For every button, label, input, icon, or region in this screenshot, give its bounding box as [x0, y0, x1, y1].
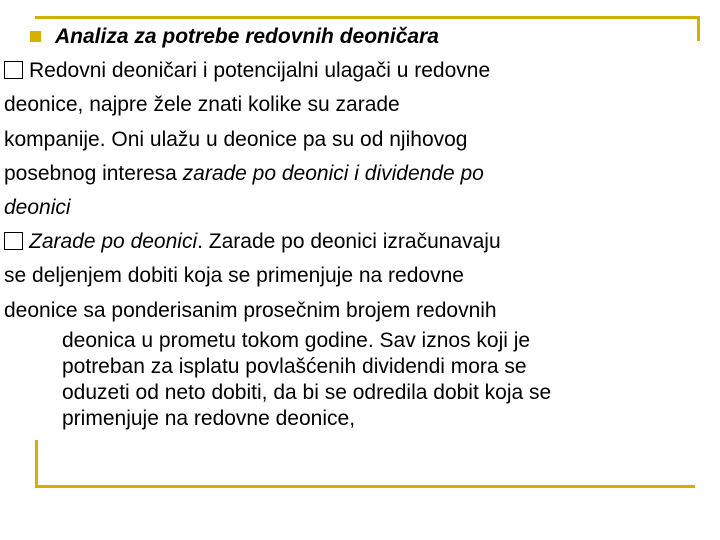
slide-body [4, 20, 716, 432]
paragraph-text: potreban za isplatu povlašćenih dividendi mora se [62, 354, 527, 378]
paragraph-2-line-2 [4, 259, 716, 293]
paragraph-1-line-1 [4, 54, 716, 88]
paragraph-2-line-5 [4, 354, 716, 380]
paragraph-text: deonice, najpre žele znati kolike su zarade [4, 93, 400, 117]
paragraph-1-line-3 [4, 123, 716, 157]
box-bullet-icon [4, 232, 23, 250]
top-rule [35, 16, 700, 19]
paragraph-2-line-4 [4, 328, 716, 354]
paragraph-2-line-1 [4, 225, 716, 259]
left-rule [35, 440, 38, 488]
heading: Analiza za potrebe redovnih deoničara [55, 25, 439, 48]
paragraph-text: deonice sa ponderisanim prosečnim brojem redovnih [4, 298, 497, 322]
paragraph-2-line-6 [4, 380, 716, 406]
square-bullet-icon [30, 31, 41, 42]
paragraph-1-line-2 [4, 88, 716, 122]
italic-term: deonici [4, 195, 71, 219]
paragraph-text: oduzeti od neto dobiti, da bi se odredila dobit koja se [62, 380, 552, 404]
paragraph-text: Redovni deoničari i potencijalni ulagači u redovne [29, 59, 491, 83]
paragraph-text: se deljenjem dobiti koja se primenjuje na redovne [4, 264, 464, 288]
box-bullet-icon [4, 61, 23, 79]
paragraph-text: posebnog interesa [4, 161, 183, 185]
paragraph-text: deonica u prometu tokom godine. Sav iznos koji je [62, 328, 531, 352]
paragraph-1-line-5 [4, 191, 716, 225]
paragraph-1-line-4 [4, 157, 716, 191]
paragraph-2-line-3 [4, 294, 716, 328]
italic-term: Zarade po deonici [29, 230, 198, 254]
heading-line [0, 20, 716, 54]
italic-term: zarade po deonici i dividende po [182, 161, 484, 185]
bottom-rule [35, 485, 695, 488]
paragraph-text: kompanije. Oni ulažu u deonice pa su od njihovog [4, 127, 468, 151]
paragraph-text: . Zarade po deonici izračunavaju [197, 230, 501, 254]
paragraph-2-line-7 [4, 406, 716, 432]
paragraph-text: primenjuje na redovne deonice, [62, 406, 356, 430]
